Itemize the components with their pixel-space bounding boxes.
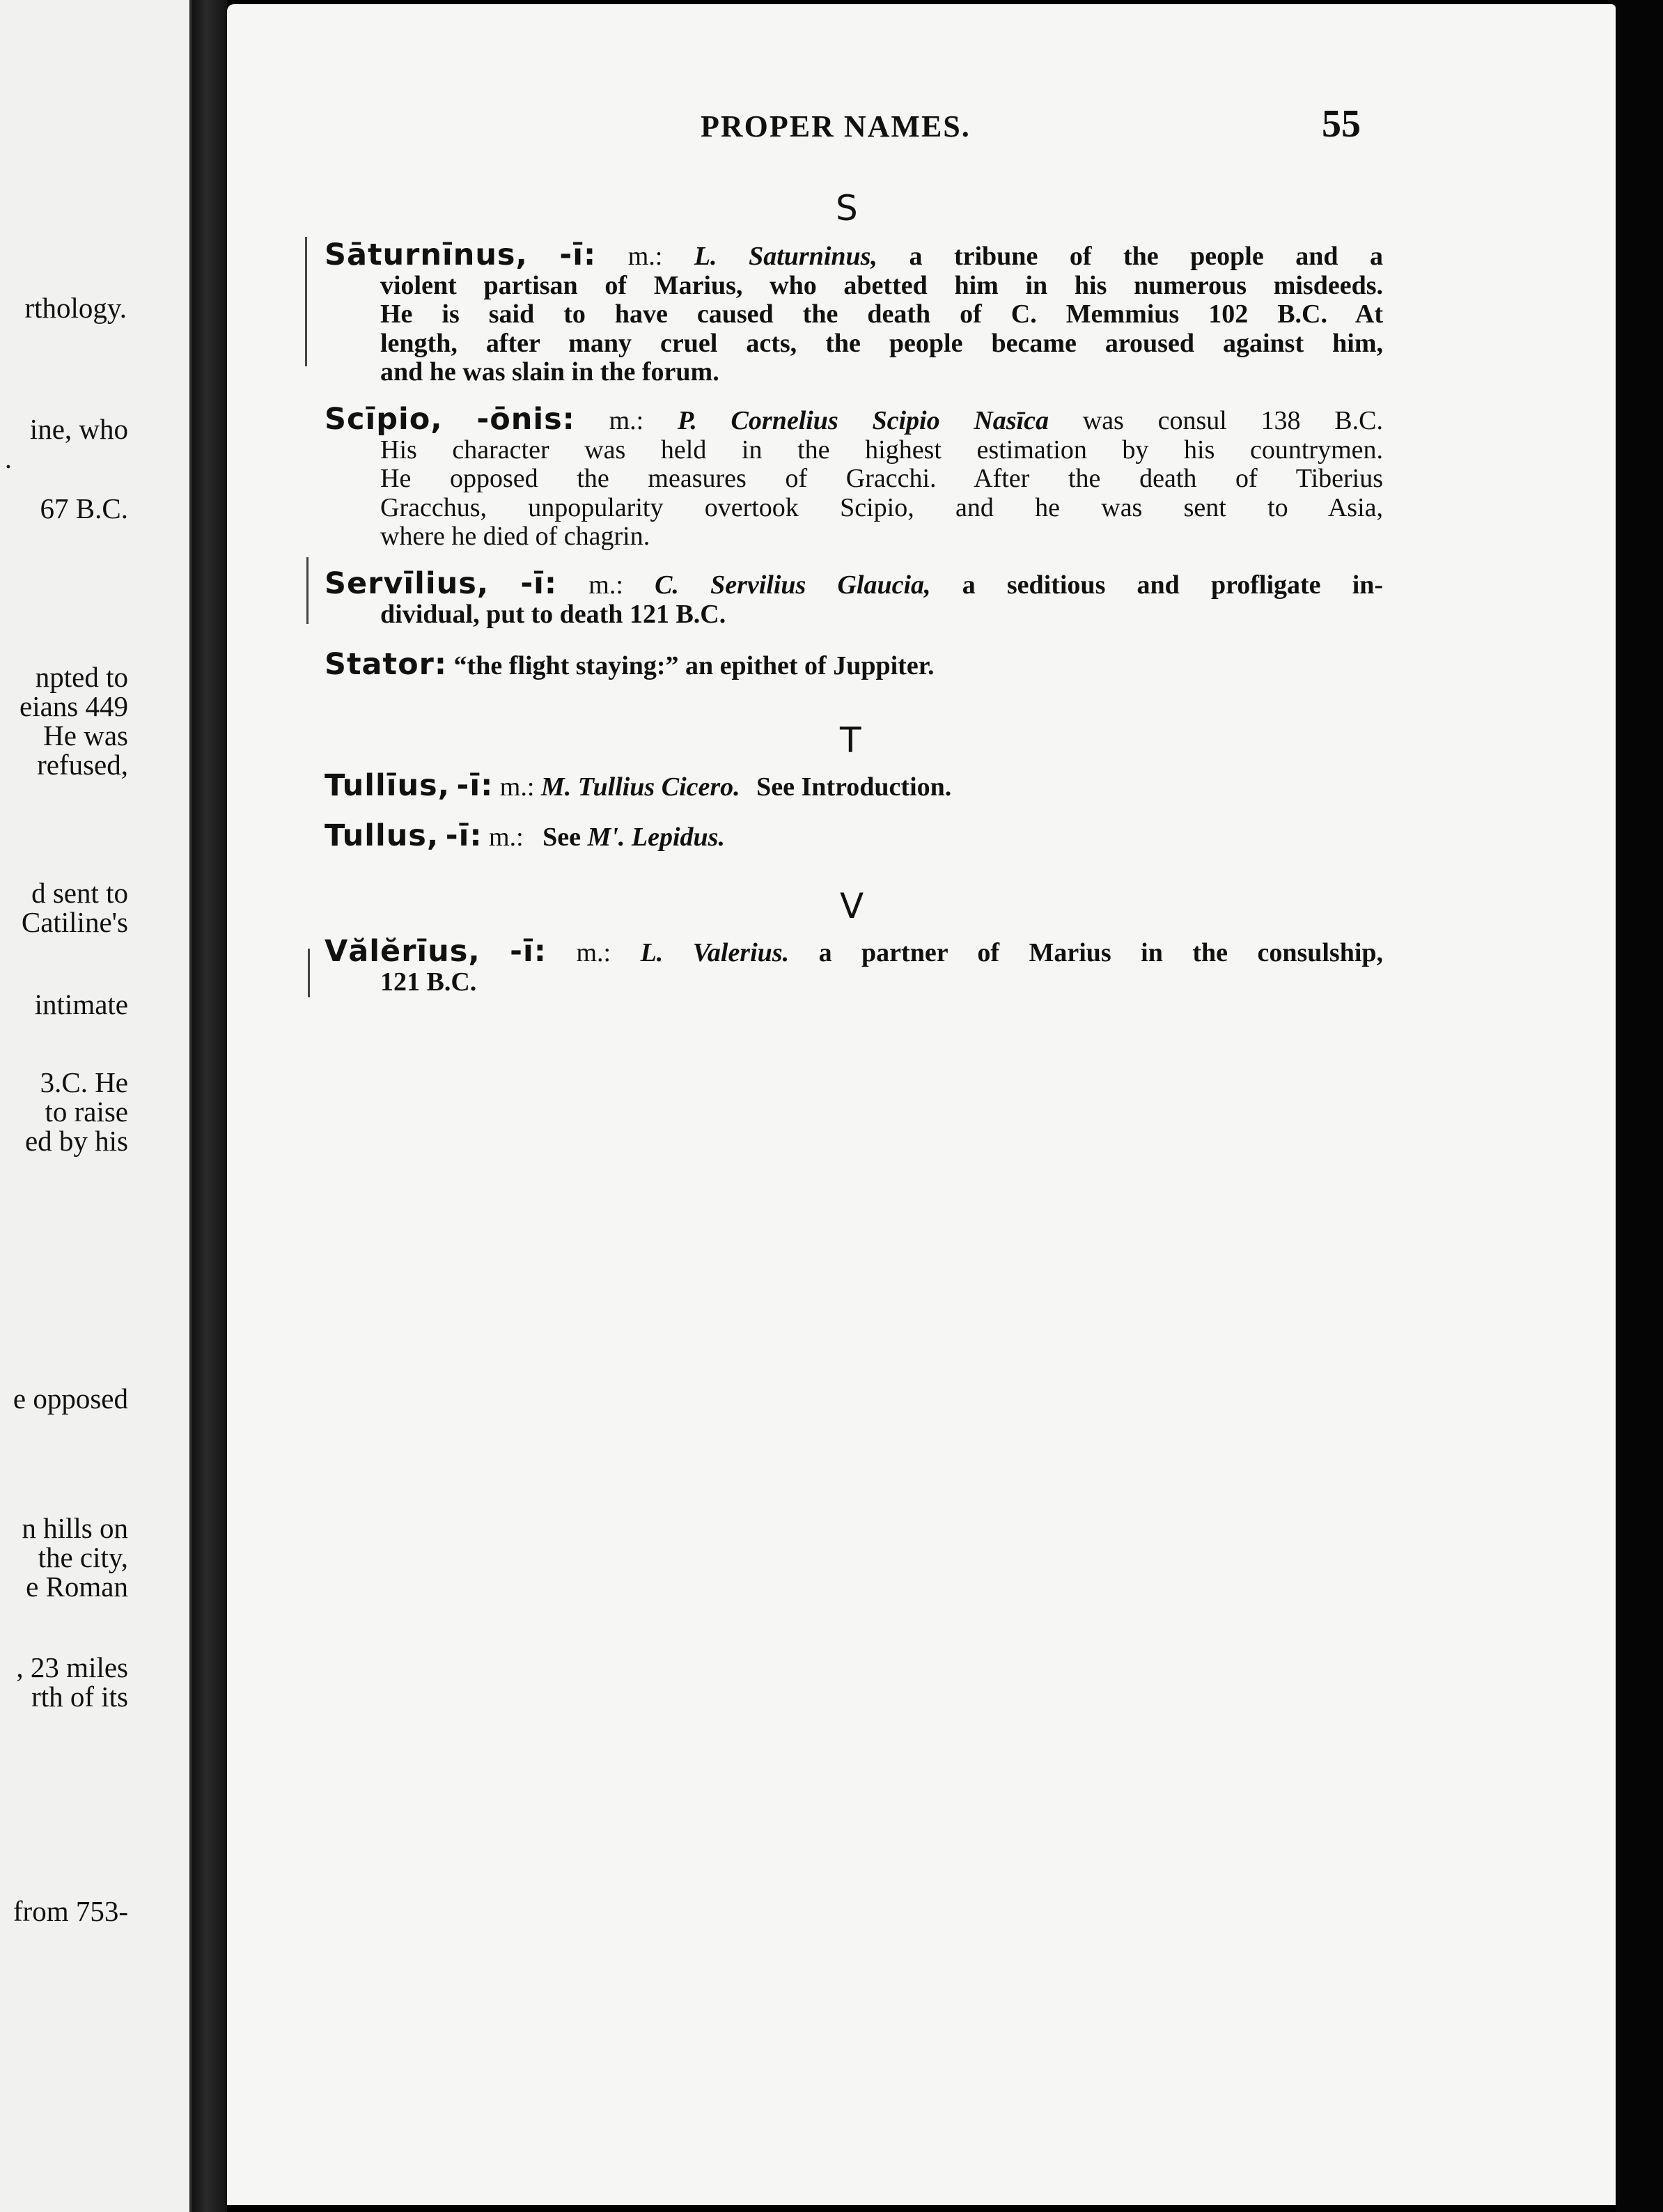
scan-border [1616, 0, 1663, 2212]
facing-page-fragment: npted to [35, 661, 128, 693]
gender: m.: [588, 570, 623, 600]
definition: See Introduction. [756, 772, 952, 802]
entry-tullius [325, 768, 1383, 803]
facing-page-fragment: 67 B.C. [40, 492, 128, 524]
definition-line: was consul 138 B.C. [1082, 406, 1383, 435]
genitive: -ī: [520, 566, 558, 601]
facing-page-fragment: e opposed [13, 1382, 128, 1415]
definition-line: violent partisan of Marius, who abetted him in his numerous misdeeds. [380, 270, 1383, 300]
definition-line: He is said to have caused the death of C. Memmius 102 B.C. At [380, 299, 1383, 329]
entry-tullus [325, 818, 1383, 853]
headword: Servīlius, [325, 566, 490, 601]
definition-line: He opposed the measures of Gracchi. After the death of Tiberius [380, 464, 1383, 493]
full-name: P. Cornelius Scipio Nasīca [678, 406, 1049, 435]
definition-line: a seditious and profligate in- [962, 570, 1384, 600]
full-name: M. Tullius Cicero. [540, 772, 740, 802]
section-letter-s: S [836, 188, 858, 228]
genitive: -ī: [456, 768, 494, 803]
headword: Tullus, [325, 818, 439, 853]
cross-reference: See [542, 823, 581, 852]
definition-line: where he died of chagrin. [380, 522, 650, 551]
definition-line: 121 B.C. [380, 967, 477, 997]
definition-line: Gracchus, unpopularity overtook Scipio, and he was sent to Asia, [380, 492, 1383, 522]
facing-page-fragment: e Roman [26, 1571, 128, 1603]
gender: m.: [627, 242, 663, 271]
entry-scipio [325, 402, 1383, 552]
headword: Sāturnīnus, [325, 237, 528, 272]
margin-mark [305, 237, 307, 366]
entry-saturninus [325, 237, 1384, 387]
gender: m.: [609, 406, 644, 435]
definition-line: a tribune of the people and a [909, 242, 1384, 271]
headword: Scīpio, [325, 402, 443, 437]
genitive: -ī: [510, 934, 547, 969]
definition-line: His character was held in the highest estimation by his countrymen. [380, 435, 1383, 465]
definition-line: a partner of Marius in the consulship, [818, 938, 1384, 967]
full-name: M'. Lepidus. [587, 823, 725, 852]
book-gutter [192, 0, 227, 2212]
facing-page-fragment: to raise [45, 1096, 128, 1128]
full-name: L. Saturninus, [694, 242, 877, 271]
full-name: L. Valerius. [640, 938, 790, 967]
definition: “the flight staying:” an epithet of Juppiter. [453, 651, 935, 680]
facing-page-fragment: , 23 miles [16, 1651, 128, 1683]
headword: Vălĕrīus, [325, 934, 481, 969]
headword: Stator: [325, 647, 448, 682]
section-letter-v: V [840, 886, 864, 926]
genitive: -ī: [559, 237, 597, 272]
facing-page-fragment: intimate [34, 988, 128, 1020]
genitive: -ī: [445, 818, 483, 853]
facing-page-fragment: rth of its [31, 1681, 128, 1713]
facing-page-fragment: ine, who [29, 413, 128, 445]
margin-mark [306, 557, 309, 624]
facing-page-fragment: 3.C. He [40, 1066, 128, 1098]
facing-page-fragment: ed by his [24, 1125, 128, 1157]
entry-stator [325, 647, 1383, 682]
definition-line: length, after many cruel acts, the people became aroused against him, [380, 328, 1383, 358]
section-letter-t: T [840, 720, 861, 761]
margin-mark [308, 949, 310, 997]
facing-page-fragment: eians 449 [19, 690, 128, 722]
genitive: -ōnis: [476, 402, 575, 437]
facing-page-fragment: rthology. [24, 292, 127, 324]
full-name: C. Servilius Glaucia, [655, 570, 931, 600]
headword: Tullīus, [325, 768, 450, 803]
facing-page [0, 0, 192, 2212]
facing-page-fragment: He was [43, 719, 128, 751]
gender: m.: [499, 772, 535, 802]
facing-page-fragment: n hills on [22, 1512, 128, 1544]
facing-page-fragment: . [4, 442, 12, 474]
gender: m.: [576, 938, 611, 967]
definition-line: dividual, put to death 121 B.C. [380, 599, 726, 629]
facing-page-fragment: from 753- [13, 1895, 128, 1927]
facing-page-fragment: refused, [37, 749, 128, 781]
page-number: 55 [1322, 102, 1361, 146]
running-head: PROPER NAMES. [701, 109, 971, 143]
entry-valerius [325, 934, 1384, 997]
facing-page-fragment: d sent to [31, 877, 128, 909]
entry-servilius [325, 566, 1384, 629]
definition-line: and he was slain in the forum. [380, 357, 719, 387]
facing-page-fragment: the city, [38, 1541, 128, 1573]
facing-page-fragment: Catiline's [21, 906, 128, 938]
gender: m.: [489, 823, 524, 852]
